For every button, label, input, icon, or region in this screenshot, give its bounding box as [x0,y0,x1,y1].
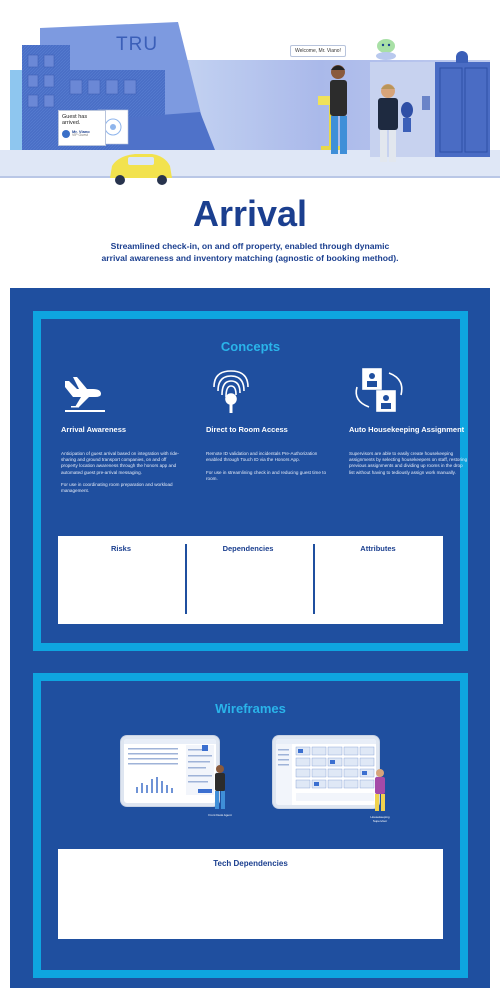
wireframes-heading: Wireframes [215,701,286,716]
guest-name: Mr. Viano [72,129,90,135]
hero-illustration [0,0,500,190]
persona-label: Front Desk Agent [208,813,232,817]
column-divider [313,544,315,614]
hotel-lobby-illustration [0,0,500,190]
housekeeping-supervisor-figure [371,767,389,815]
welcome-bubble-text: Welcome, Mr. Viano! [295,48,341,54]
main-panel [10,288,490,988]
concept-title: Auto Housekeeping Assignment [349,425,465,434]
guest-avatar [62,130,70,138]
welcome-bubble [290,45,346,57]
concepts-card-inner [41,319,468,643]
concept-title: Arrival Awareness [61,425,127,434]
housekeeping-wireframe [273,736,379,808]
concept-description: Remote ID validation and incidentals Pre-Authorization enabled through Touch ID via the Honors App. For use in streamlining check in and reducing guest time to room. [206,451,327,481]
concept-arrival-awareness [61,367,181,494]
concept-description: Supervisors are able to easily create housekeeping assignments by selecting housekeepers on staff, restoring previous assignments and dividing up rooms in the drop list without having to tediously assign work manually. [349,451,468,475]
guest-arrived-card [58,110,106,146]
risks-header: Risks [110,544,131,553]
page-subtitle: Streamlined check-in, on and off property, enabled through dynamic arrival awareness and inventory matching (agnostic of booking method). [101,241,399,263]
guest-tier: VIP Guest [72,133,88,138]
page-title: Arrival [192,193,308,234]
concept-direct-room-access [206,367,326,482]
concept-title: Direct to Room Access [206,425,288,434]
concepts-heading: Concepts [220,339,281,354]
concepts-card [33,311,468,651]
housekeeping-wireframe-content [276,739,376,805]
concept-auto-housekeeping [349,367,469,476]
front-desk-wireframe [121,736,219,806]
housekeeping-swap-icon [349,367,469,415]
airplane-landing-icon [61,367,181,415]
persona-label: Housekeeping Supervisor [370,815,390,823]
wireframes-card [33,673,468,978]
column-divider [185,544,187,614]
guest-arrived-title: Guest has arrived. [62,114,88,127]
dependencies-header: Dependencies [222,544,274,553]
tech-dependencies-heading: Tech Dependencies [213,859,288,868]
concepts-table [58,536,443,624]
tech-dependencies-box [58,849,443,939]
fingerprint-key-icon [206,367,326,415]
building-sign: TRU [116,34,159,55]
attributes-header: Attributes [360,544,396,553]
concept-description: Anticipation of guest arrival based on integration with ride-sharing and ground transport companies, on and off property location awareness through the honors app and automated guest pre-arrival messaging. For use in coordinating room preparation and workload management. [61,451,179,494]
wireframes-card-inner [41,681,460,970]
front-desk-wireframe-content [124,739,216,803]
front-desk-agent-figure [211,763,229,813]
